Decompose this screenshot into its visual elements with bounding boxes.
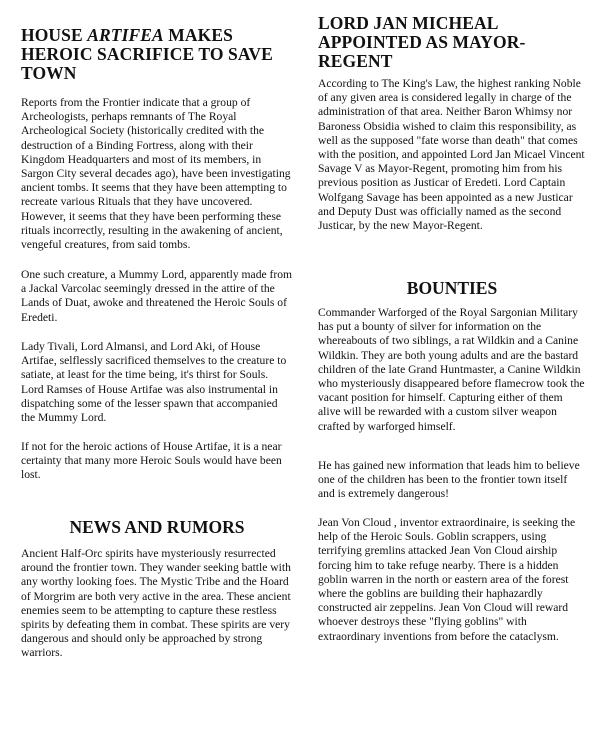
headline-part2: MAKES HEROIC SACRIFICE TO SAVE TOWN bbox=[21, 25, 273, 83]
headline-italic-house-name: ARTIFEA bbox=[87, 25, 164, 45]
bounty-von-cloud-paragraph: Jean Von Cloud , inventor extraordinaire, is seeking the help of the Heroic Souls. Goblin scrappers, using terrifying gremlins attacked Jean Von Cloud airship forcing him to take refuge nearby. There is a hidden goblin warren in the north or eastern area of the forest where the goblins are building their haphazardly constructed air zeppelins. Jean Von Cloud will reward whoever destroys these "flying goblins" with extraordinary inventions from before the cataclysm. bbox=[318, 516, 576, 643]
mayor-regent-paragraph: According to The King's Law, the highest ranking Noble of any given area is considered legally in charge of the administration of that area. Neither Baron Whimsy nor Baroness Obsidia wished to claim this responsibility, as well as the supposed "fate worse than death" that comes with the position, and appointed Lord Jan Micael Vincent Savage V as Mayor-Regent, promoting him from his previous position as Justicar of Eredeti. Lord Captain Wolfgang Savage has been appointed as a new Justicar and Deputy Dust was officially named as the second Justicar, by the new Mayor-Regent. bbox=[318, 77, 585, 233]
headline-part1: HOUSE bbox=[21, 25, 88, 45]
news-and-rumors-paragraph: Ancient Half-Orc spirits have mysteriously resurrected around the frontier town. They wander seeking battle with any worthy looking foes. The Mystic Tribe and the Hoard of Morgrim are both very active in the area. These ancient enemies seem to be attempting to capture these restless spirits by defeating them in combat. These spirits are very dangerous and should only be approached by strong warriors. bbox=[21, 547, 291, 660]
mayor-regent-headline: LORD JAN MICHEAL APPOINTED AS MAYOR-REGENT bbox=[318, 13, 526, 71]
artifea-paragraph-3: Lady Tivali, Lord Almansi, and Lord Aki, of House Artifae, selflessly sacrificed themselves to the creature to satiate, at least for the time being, it's thirst for Souls. Lord Ramses of House Artifae was also instrumental in dispatching some of the lesser spawn that accompanied the Mummy Lord. bbox=[21, 340, 287, 425]
news-and-rumors-heading: NEWS AND RUMORS bbox=[69, 517, 245, 537]
bounty-info-paragraph: He has gained new information that leads him to believe one of the children has been to the frontier town itself and is extremely dangerous! bbox=[318, 459, 580, 501]
artifea-paragraph-1: Reports from the Frontier indicate that a group of Archeologists, perhaps remnants of The Royal Archeological Society (historically credited with the destruction of a Binding Fortress, along with their Kingdom Headquarters and most of its members, in Sargon City several decades ago), have been investigating ancient tombs. It seems that they have been attempting to recreate various Rituals that they have uncovered. However, it seems that they have been performing these rituals incorrectly, resulting in the awakening of ancient, vengeful creatures, from said tombs. bbox=[21, 96, 291, 252]
artifea-paragraph-4: If not for the heroic actions of House Artifae, it is a near certainty that many more Heroic Souls would have been lost. bbox=[21, 440, 282, 482]
bounties-heading: BOUNTIES bbox=[406, 278, 498, 298]
bounty-warforged-paragraph: Commander Warforged of the Royal Sargonian Military has put a bounty of silver for information on the whereabouts of two siblings, a rat Wildkin and a Canine Wildkin. They are both young adults and are the bastard children of the late Grand Huntmaster, a Canine Wildkin who mysteriously disappeared before flamecrow took the vacant position for himself. Capturing either of them alive will be rewarded with a custom silver weapon crafted by warforged himself. bbox=[318, 306, 585, 433]
artifea-headline bbox=[21, 26, 293, 83]
artifea-paragraph-2: One such creature, a Mummy Lord, apparently made from a Jackal Varcolac seemingly dressed in the attire of the Lands of Duat, awoke and threatened the Heroic Souls of Eredeti. bbox=[21, 268, 293, 324]
